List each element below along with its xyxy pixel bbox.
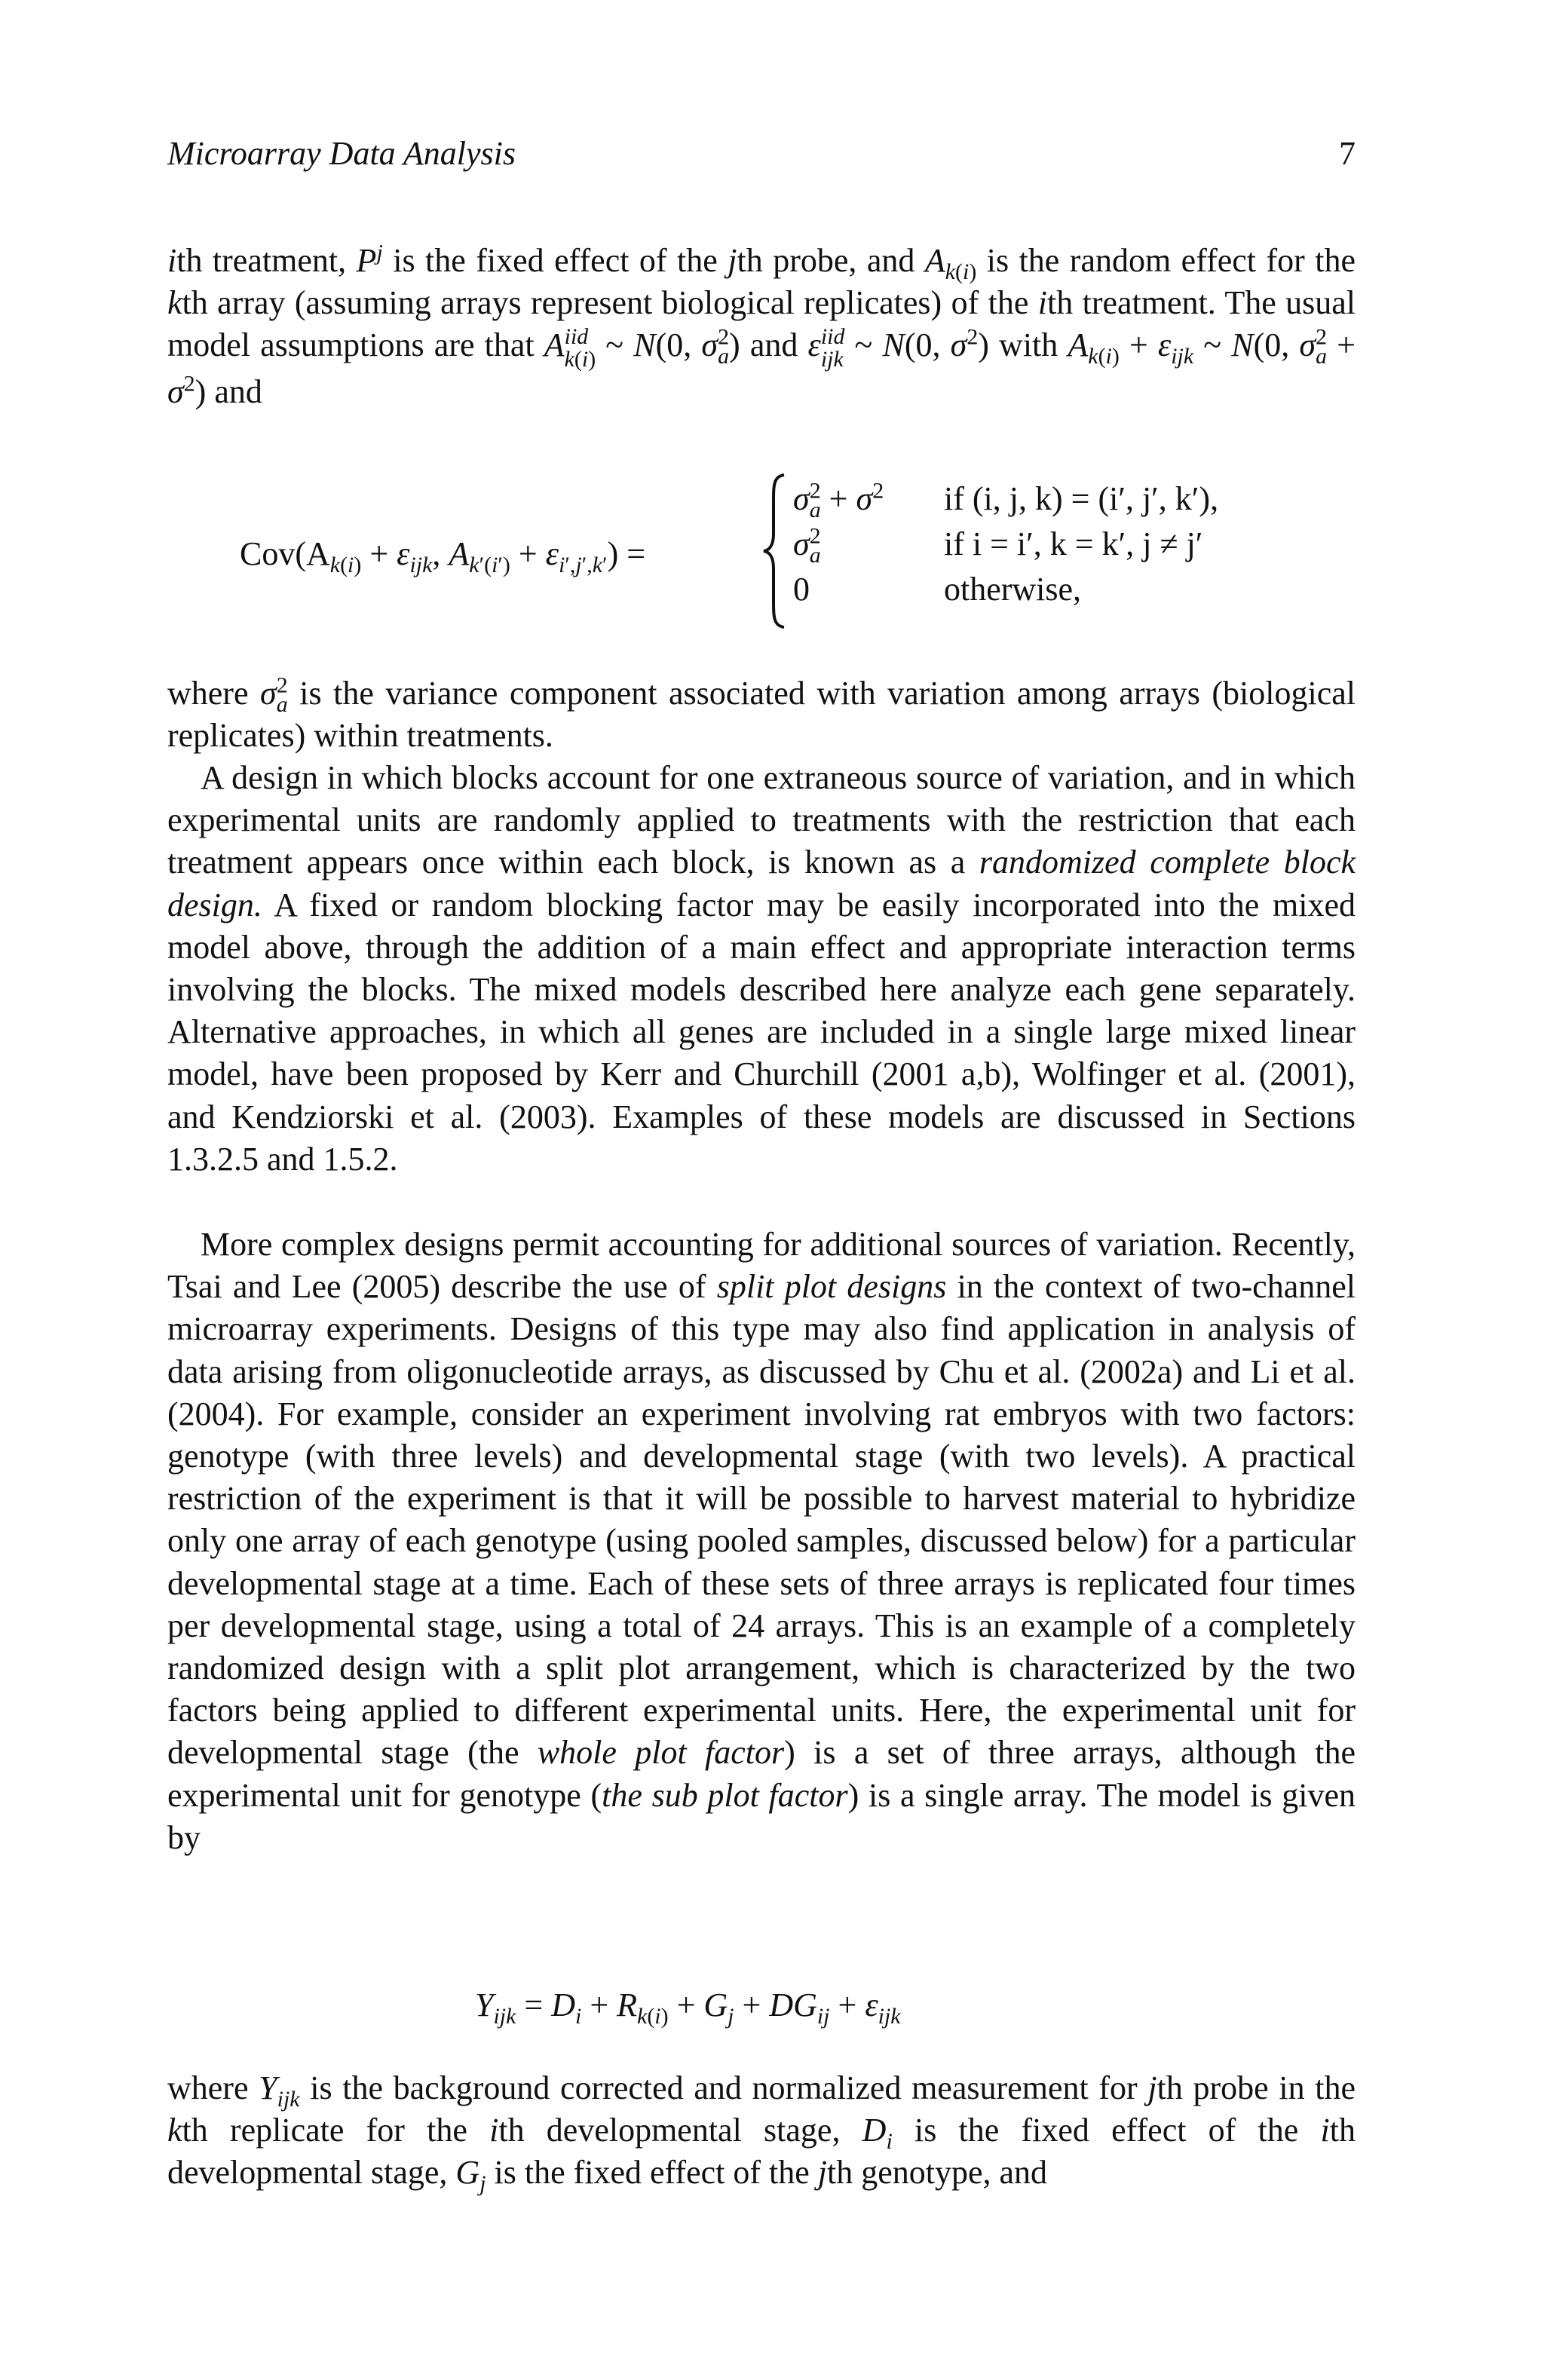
split-plot-model-equation: $Y_{ijk} = D_i + R_{k(i)} + G_j + DG_{ij} + \varepsilon_{ijk}$ <box>475 1986 901 2029</box>
case-row-1: $\sigma^2_a + \sigma^2$ <box>793 478 884 522</box>
page-number: 7 <box>1339 135 1356 172</box>
term-split-plot-designs: split plot designs <box>716 1268 947 1306</box>
covariance-equation-lhs: $Cov(A_{k(i)} + \varepsilon_{ijk}$, $A_{k'(i')} + \varepsilon_{i',j',k'}$) = <box>240 535 646 577</box>
case-row-3: 0 <box>793 571 810 608</box>
covariance-cases <box>793 479 1321 630</box>
cases-brace <box>761 472 787 630</box>
paragraph-randomized-block-design: A design in which blocks account for one extraneous source of variation, and in which experimental units are randomly applied to treatments with the restriction that each treatment appears once within each block, is known as a randomized complete block design. A fixed or random blocking factor may be easily incorporated into the mixed model above, through the addition of a main effect and appropriate interaction terms involving the blocks. The mixed models described here analyze each gene separately. Alternative approaches, in which all genes are included in a single large mixed linear model, have been proposed by Kerr and Churchill (2001 a,b), Wolfinger et al. (2001), and Kendziorski et al. (2003). Examples of these models are discussed in Sections 1.3.2.5 and 1.5.2. <box>167 759 1356 1178</box>
running-header <box>167 134 1356 179</box>
running-title: Microarray Data Analysis <box>167 135 516 172</box>
paragraph-variance-component: where $\sigma^2_a$ is the variance component associated with variation among arrays (biological replicates) within treatments. <box>167 672 1356 755</box>
case-condition-3: otherwise, <box>944 571 1082 608</box>
paragraph-model-assumptions: ith treatment, $P^j$ is the fixed effect of the jth probe, and $A_{k(i)}$ is the random effect for the kth array (assuming arrays represent biological replicates) of the ith treatment. The usual model assumptions are that A iid k(i) ~ N(0, $\sigma^2_a$) and ε iid ijk ~ N(0, $\sigma^2$) with $A_{k(i)} + \varepsilon_{ijk}$ ~ N(0, $\sigma^2_a + \sigma^2$) and <box>167 240 1356 411</box>
term-whole-plot-factor: whole plot factor <box>537 1734 785 1772</box>
case-condition-1: if (i, j, k) = (i′, j′, k′), <box>944 480 1219 517</box>
term-randomized-complete-block-design: randomized complete block design. <box>167 844 1356 924</box>
paragraph-model-terms: where $Y_{ijk}$ is the background corrected and normalized measurement for jth probe in the kth replicate for the ith developmental stage, $D_i$ is the fixed effect of the ith developmental stage, $G_j$ is the fixed effect of the jth genotype, and <box>167 2069 1356 2197</box>
term-sub-plot-factor: the sub plot factor <box>602 1776 848 1814</box>
case-condition-2: if i = i′, k = k′, j ≠ j′ <box>944 525 1203 562</box>
paragraph-split-plot-designs: More complex designs permit accounting for additional sources of variation. Recently, Tsai and Lee (2005) describe the use of split plot designs in the context of two-channel microarray experiments. Designs of this type may also find application in analysis of data arising from oligonucleotide arrays, as discussed by Chu et al. (2002a) and Li et al. (2004). For example, consider an experiment involving rat embryos with two factors: genotype (with three levels) and developmental stage (with two levels). A practical restriction of the experiment is that it will be possible to harvest material to hybridize only one array of each genotype (using pooled samples, discussed below) for a particular developmental stage at a time. Each of these sets of three arrays is replicated four times per developmental stage, using a total of 24 arrays. This is an example of a completely randomized design with a split plot arrangement, which is characterized by the two factors being applied to different experimental units. Here, the experimental unit for developmental stage (the whole plot factor) is a set of three arrays, although the experimental unit for genotype (the sub plot factor) is a single array. The model is given by <box>167 1226 1356 1856</box>
case-row-2: $\sigma^2_a$ <box>793 523 821 568</box>
